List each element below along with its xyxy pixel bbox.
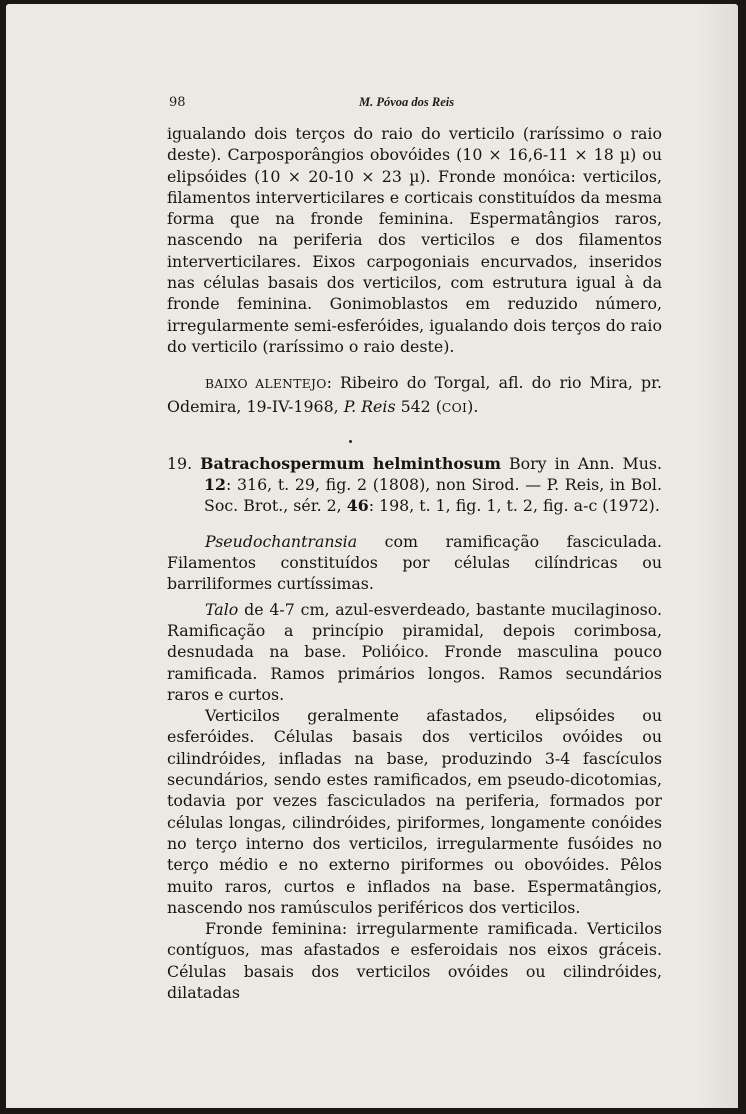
book-page <box>6 4 738 1108</box>
page-header <box>161 95 666 115</box>
talo-text: de 4-7 cm, azul-esverdeado, bastante mucilaginoso. Ramificação a princípio piramidal, depois corimbosa, desnudada na base. Polióico. Fronde masculina pouco ramificada. Ramos primários longos. Ramos secundários raros e curtos. <box>167 599 662 704</box>
running-title: M. Póvoa dos Reis <box>359 95 455 109</box>
locality-end: ). <box>467 396 479 416</box>
species-name: Batrachospermum helminthosum <box>200 453 502 473</box>
locality-number: 542 ( <box>395 396 442 416</box>
paragraph-talo <box>167 599 662 705</box>
paragraph-section <box>167 531 662 595</box>
species-entry <box>167 453 662 517</box>
paragraph-locality <box>167 372 662 419</box>
stray-print-dot <box>349 440 352 443</box>
body-text <box>167 123 662 1003</box>
paragraph-description: igualando dois terços do raio do verticilo (raríssimo o raio deste). Carposporângios obovóides (10 × 16,6-11 × 18 µ) ou elipsóides (10 × 20-10 × 23 µ). Fronde monóica: verticilos, filamentos interverticilares e corticais constituídos da mesma forma que na fronde feminina. Espermatângios raros, nascendo na periferia dos verticilos e dos filamentos interverticilares. Eixos carpogoniais encurvados, inseridos nas células basais dos verticilos, com estrutura igual à da fronde feminina. Gonimoblastos em reduzido número, irregularmente semi-esferóides, igualando dois terços do raio do verticilo (raríssimo o raio deste). <box>167 124 662 356</box>
species-citation-1: Bory in Ann. Mus. <box>501 453 662 473</box>
paragraph-verticilos: Verticilos geralmente afastados, elipsóides ou esferóides. Células basais dos verticilos ovóides ou cilindróides, infladas na base, produzindo 3-4 fascículos secundários, sendo estes ramificados, em pseudo-dicotomias, todavia por vezes fasciculados na periferia, formados por células longas, cilindróides, piriformes, longamente conóides no terço interno dos verticilos, irregularmente fusóides no terço médio e no externo piriformes ou obovóides. Pêlos muito raros, curtos e inflados na base. Espermatângios, nascendo nos ramúsculos periféricos dos verticilos. <box>167 706 662 917</box>
talo-label: Talo <box>205 599 239 619</box>
page-number: 98 <box>169 95 186 110</box>
section-text: com ramificação fasciculada. Filamentos constituídos por células cilíndricas ou barriliformes curtíssimas. <box>167 531 662 594</box>
species-citation-2: : 316, t. 29, fig. 2 (1808), non Sirod. — P. Reis, in Bol. Soc. Brot., sér. 2, <box>204 475 662 516</box>
species-number: 19. <box>167 453 193 473</box>
species-heading <box>167 453 662 517</box>
paragraph-fronde-feminina: Fronde feminina: irregularmente ramificada. Verticilos contíguos, mas afastados e esferoidais nos eixos gráceis. Células basais dos verticilos ovóides ou cilindróides, dilatadas <box>167 919 662 1002</box>
section-name: Pseudochantransia <box>205 531 358 551</box>
species-volume-2: 46 <box>346 496 369 516</box>
species-citation-3: : 198, t. 1, fig. 1, t. 2, fig. a-c (1972). <box>368 496 660 516</box>
species-volume-1: 12 <box>204 475 226 495</box>
locality-collector: P. Reis <box>343 396 396 416</box>
locality-herbarium: COI <box>441 400 468 415</box>
locality-text: : Ribeiro do Torgal, afl. do rio Mira, pr. Odemira, 19-IV-1968, <box>167 373 662 416</box>
locality-region: BAIXO ALENTEJO <box>205 377 327 392</box>
